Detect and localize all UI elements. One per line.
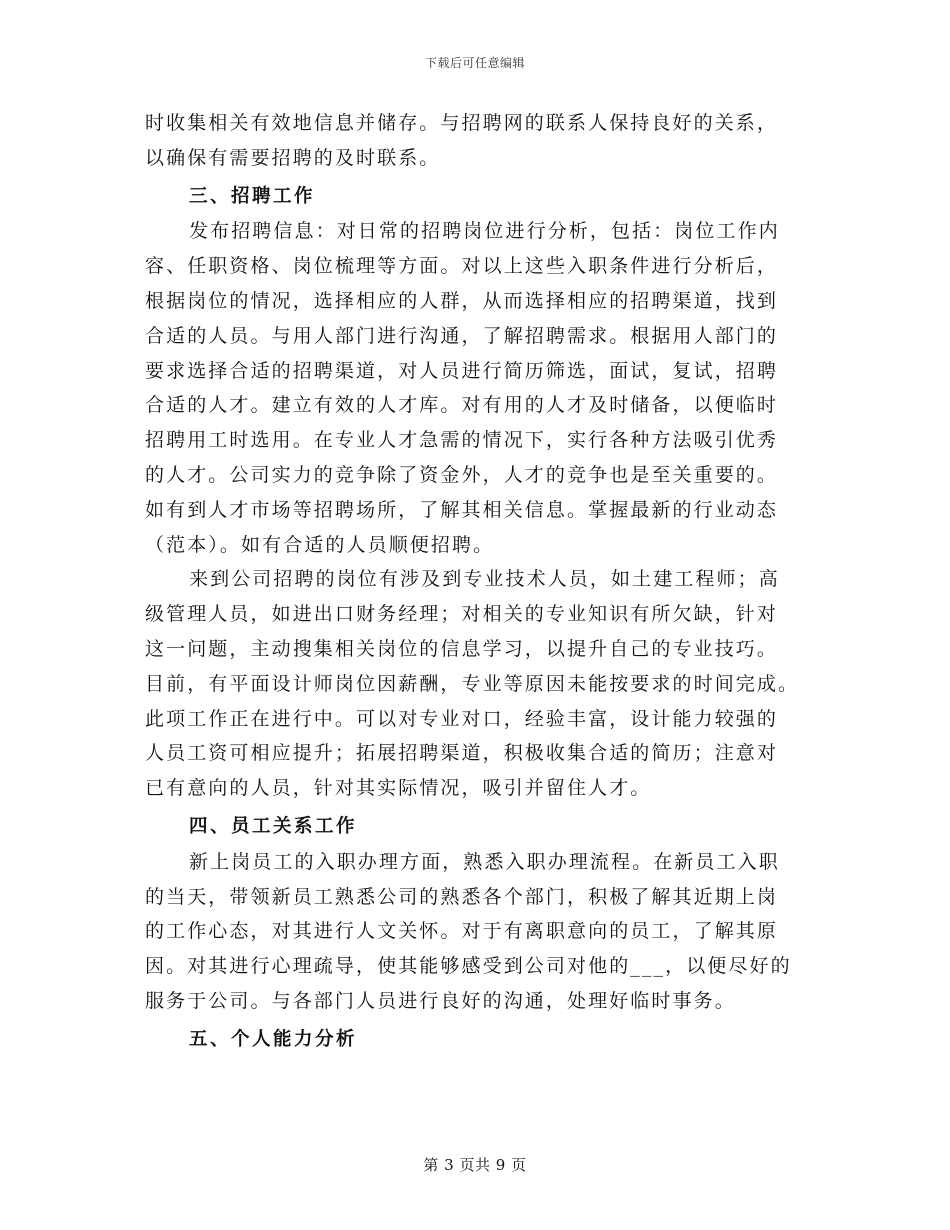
section-heading: 四、员工关系工作 xyxy=(189,815,358,837)
document-body xyxy=(145,106,808,1058)
paragraph-line: 已有意向的人员，针对其实际情况，吸引并留住人才。 xyxy=(145,777,652,800)
paragraph-line: 如有到人才市场等招聘场所，了解其相关信息。掌握最新的行业动态 xyxy=(145,498,779,521)
paragraph-line: 的人才。公司实力的竞争除了资金外，人才的竞争也是至关重要的。 xyxy=(145,463,779,486)
paragraph-line: 合适的人才。建立有效的人才库。对有用的人才及时储备，以便临时 xyxy=(145,394,779,417)
paragraph-line: 新上岗员工的入职办理方面，熟悉入职办理流程。在新员工入职 xyxy=(189,850,780,873)
paragraph-line: 目前，有平面设计师岗位因薪酬，专业等原因未能按要求的时间完成。 xyxy=(145,672,800,695)
section-heading: 三、招聘工作 xyxy=(189,185,316,207)
paragraph-line: （范本）。如有合适的人员顺便招聘。 xyxy=(145,533,495,556)
paragraph-line: 以确保有需要招聘的及时联系。 xyxy=(145,146,441,169)
paragraph-line: 的工作心态，对其进行人文关怀。对于有离职意向的员工，了解其原 xyxy=(145,920,779,943)
paragraph-line: 此项工作正在进行中。可以对专业对口，经验丰富，设计能力较强的 xyxy=(145,707,779,730)
paragraph-line: 要求选择合适的招聘渠道，对人员进行简历筛选，面试，复试，招聘 xyxy=(145,359,779,382)
paragraph-line: 级管理人员，如进出口财务经理；对相关的专业知识有所欠缺，针对 xyxy=(145,603,779,626)
paragraph-line: 合适的人员。与用人部门进行沟通，了解招聘需求。根据用人部门的 xyxy=(145,324,779,347)
paragraph-line: 的当天，带领新员工熟悉公司的熟悉各个部门，积极了解其近期上岗 xyxy=(145,885,779,908)
paragraph-line: 根据岗位的情况，选择相应的人群，从而选择相应的招聘渠道，找到 xyxy=(145,289,779,312)
paragraph-line: 因。对其进行心理疏导，使其能够感受到公司对他的___，以便尽好的 xyxy=(145,955,792,978)
section-heading: 五、个人能力分析 xyxy=(189,1028,358,1050)
paragraph-line: 时收集相关有效地信息并储存。与招聘网的联系人保持良好的关系， xyxy=(145,112,779,134)
page-footer: 第 3 页共 9 页 xyxy=(423,1156,527,1174)
paragraph-line: 发布招聘信息：对日常的招聘岗位进行分析，包括：岗位工作内 xyxy=(189,220,780,243)
page-header: 下载后可任意编辑 xyxy=(424,56,525,70)
paragraph-line: 这一问题，主动搜集相关岗位的信息学习，以提升自己的专业技巧。 xyxy=(145,637,779,660)
paragraph-line: 来到公司招聘的岗位有涉及到专业技术人员，如土建工程师；高 xyxy=(189,568,780,591)
paragraph-line: 服务于公司。与各部门人员进行良好的沟通，处理好临时事务。 xyxy=(145,989,736,1012)
paragraph-line: 招聘用工时选用。在专业人才急需的情况下，实行各种方法吸引优秀 xyxy=(145,429,779,452)
paragraph-line: 人员工资可相应提升；拓展招聘渠道，积极收集合适的简历；注意对 xyxy=(145,742,779,765)
paragraph-line: 容、任职资格、岗位梳理等方面。对以上这些入职条件进行分析后， xyxy=(145,255,779,278)
